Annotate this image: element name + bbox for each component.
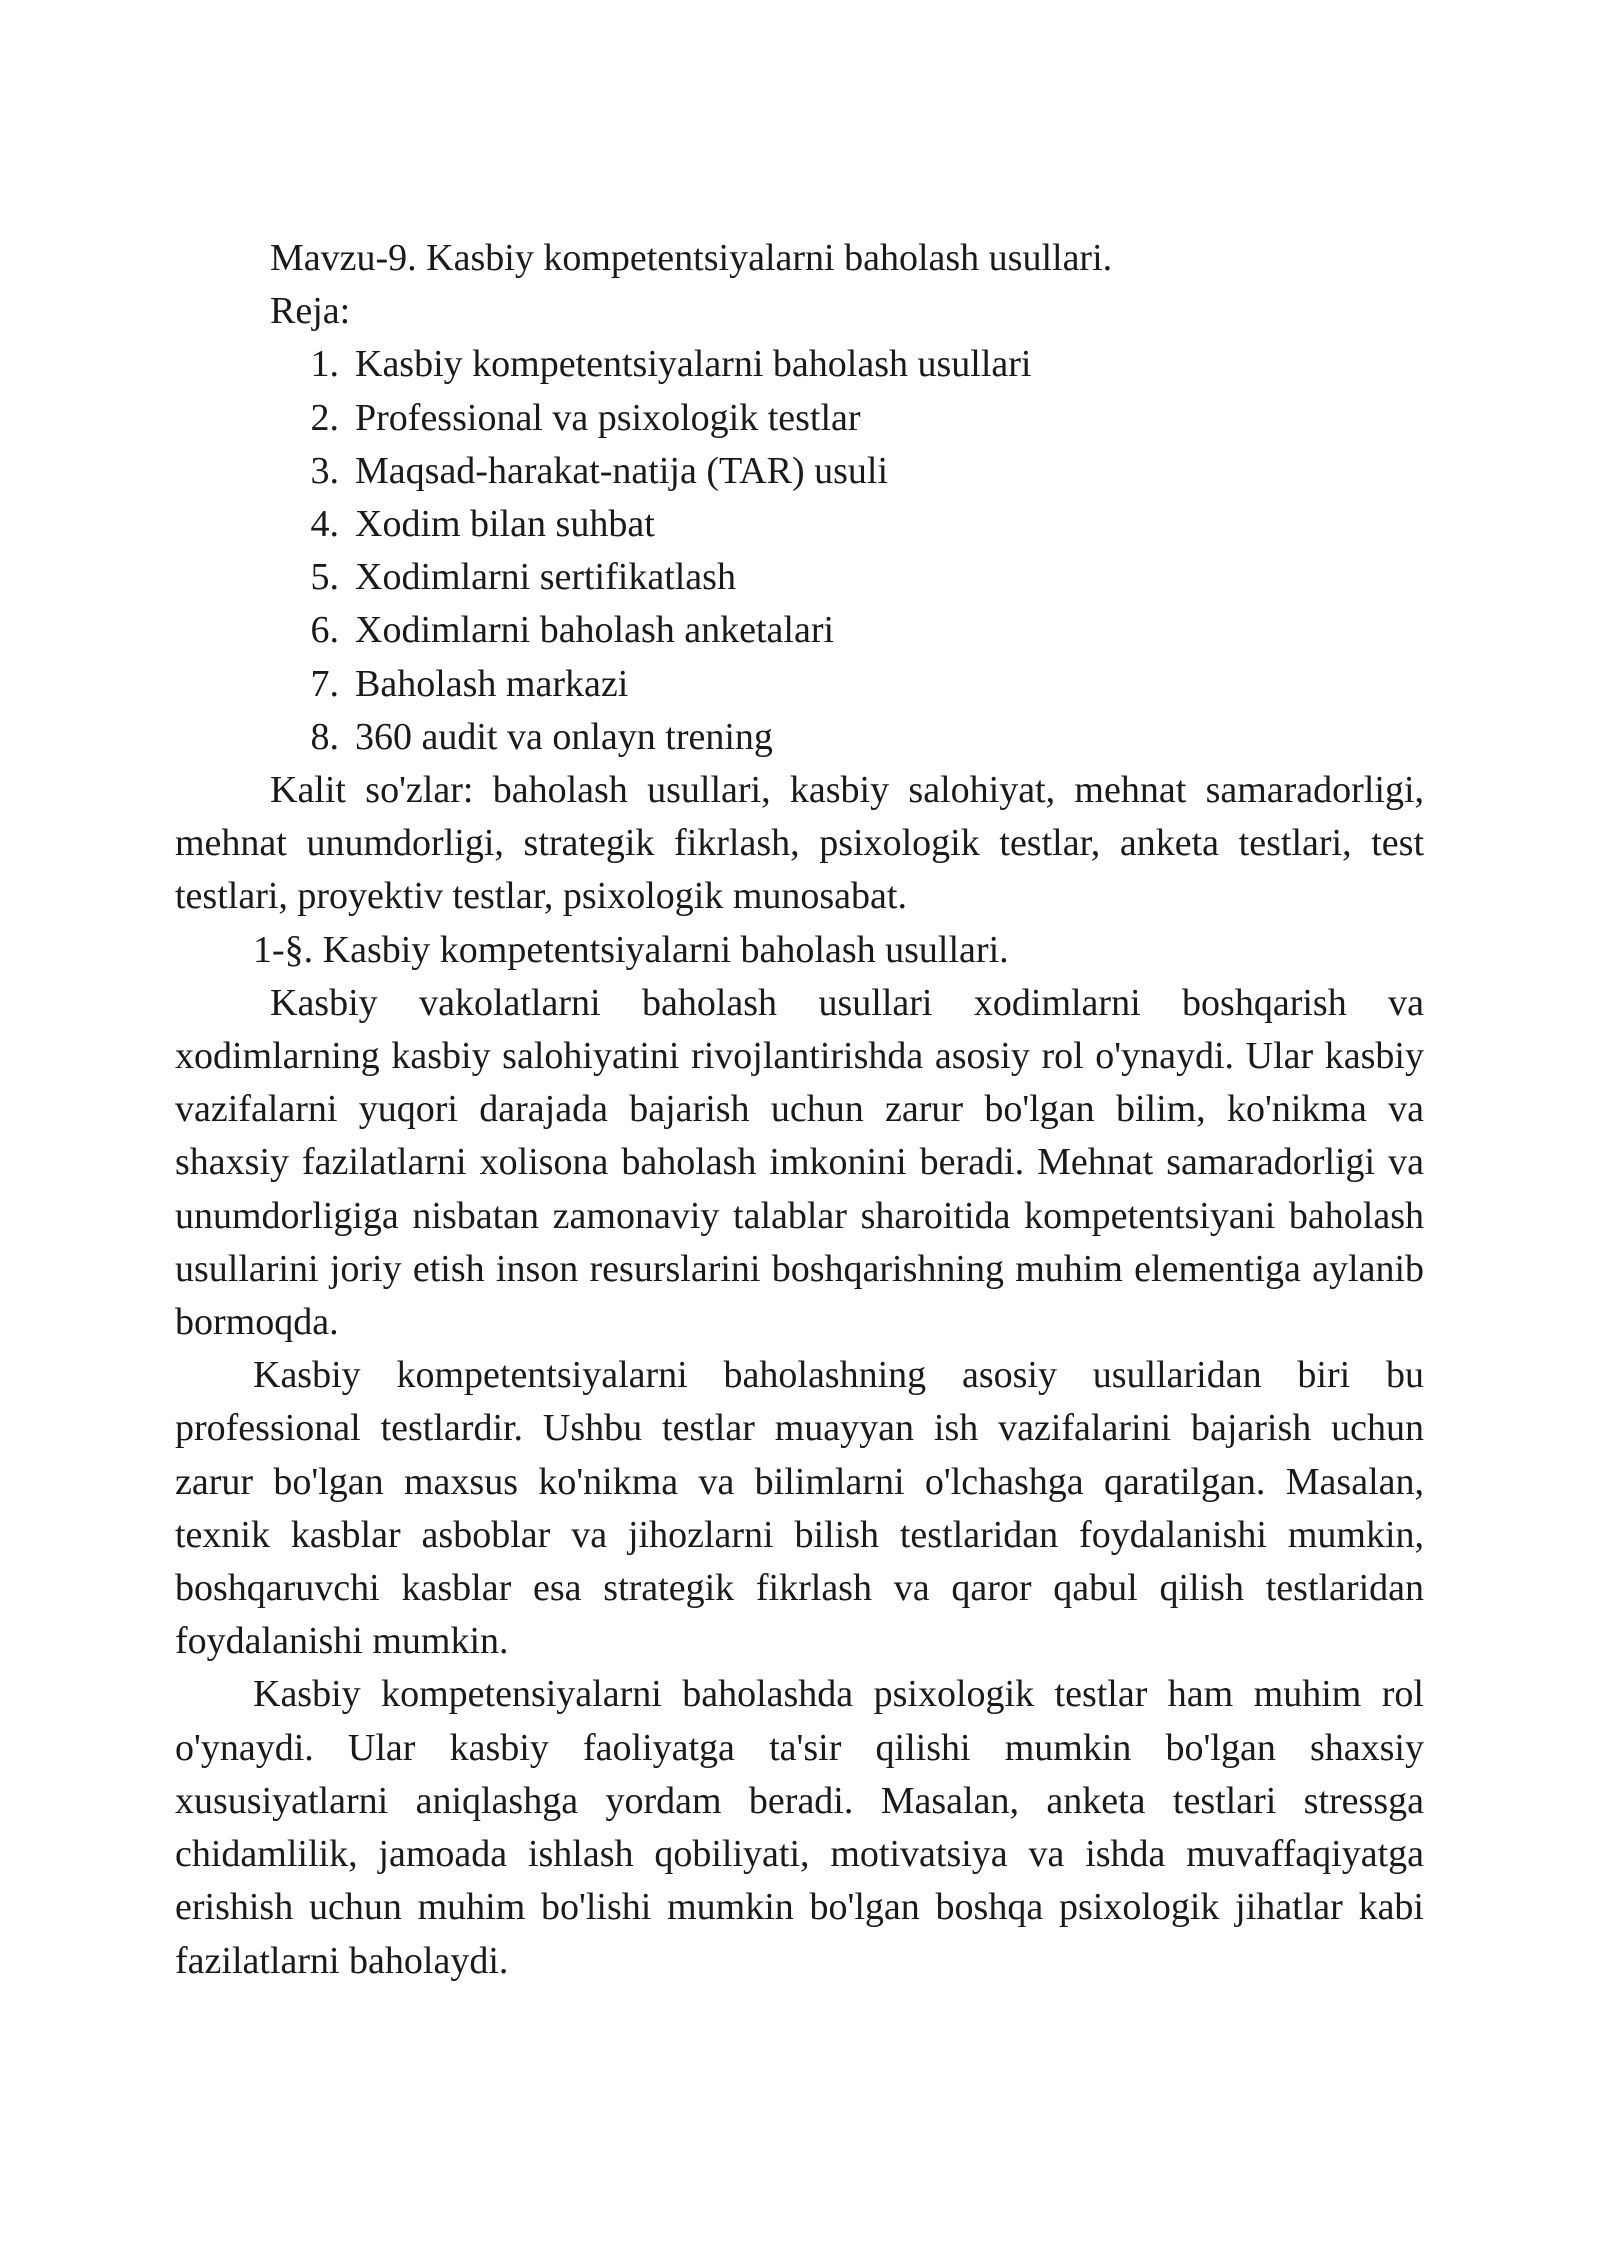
plan-item-text: Xodimlarni baholash anketalari (355, 609, 835, 652)
body-paragraph: Kasbiy kompetentsiyalarni baholashning asosiy usullaridan biri bu professional testlardir. Ushbu testlar muayyan ish vazifalarini bajarish uchun zarur bo'lgan maxsus ko'nikma va bilimlarni o'lchashga qaratilgan. Masalan, texnik kasblar asboblar va jihozlarni bilish testlaridan foydalanishi mumkin, boshqaruvchi kasblar esa strategik fikrlash va qaror qabul qilish testlaridan foydalanishi mumkin. (175, 1354, 1424, 1663)
plan-item-text: Baholash markazi (355, 662, 629, 705)
plan-item-number: 5. (310, 556, 339, 599)
body-paragraph: Kasbiy vakolatlarni baholash usullari xodimlarni boshqarish va xodimlarning kasbiy salohiyatini rivojlantirishda asosiy rol o'ynaydi. Ular kasbiy vazifalarni yuqori darajada bajarish uchun zarur bo'lgan bilim, ko'nikma va shaxsiy fazilatlarni xolisona baholash imkonini beradi. Mehnat samaradorligi va unumdorligiga nisbatan zamonaviy talablar sharoitida kompetentsiyani baholash usullarini joriy etish inson resurslarini boshqarishning muhim elementiga aylanib bormoqda. (175, 981, 1424, 1344)
plan-item-text: Maqsad-harakat-natija (TAR) usuli (355, 449, 889, 492)
plan-item (175, 711, 1424, 764)
plan-label: Reja: (270, 290, 351, 333)
plan-item (175, 551, 1424, 604)
plan-item (175, 392, 1424, 445)
plan-item-text: Professional va psixologik testlar (355, 396, 861, 439)
body-paragraph: Kasbiy kompetensiyalarni baholashda psixologik testlar ham muhim rol o'ynaydi. Ular kasbiy faoliyatga ta'sir qilishi mumkin bo'lgan shaxsiy xususiyatlarni aniqlashga yordam beradi. Masalan, anketa testlari stressga chidamlilik, jamoada ishlash qobiliyati, motivatsiya va ishda muvaffaqiyatga erishish uchun muhim bo'lishi mumkin bo'lgan boshqa psixologik jihatlar kabi fazilatlarni baholaydi. (175, 1673, 1424, 1982)
plan-list (175, 338, 1424, 764)
plan-item-text: Xodimlarni sertifikatlash (355, 556, 736, 599)
plan-item-text: 360 audit va onlayn trening (355, 715, 773, 758)
topic-title: Mavzu-9. Kasbiy kompetentsiyalarni baholash usullari. (270, 237, 1113, 279)
plan-item-number: 6. (310, 609, 339, 652)
plan-item-number: 1. (310, 343, 339, 386)
plan-item-number: 2. (310, 396, 339, 439)
plan-item (175, 498, 1424, 551)
document-body (175, 232, 1424, 1988)
plan-item (175, 604, 1424, 657)
plan-item-text: Kasbiy kompetentsiyalarni baholash usullari (355, 343, 1032, 386)
plan-item (175, 445, 1424, 498)
keywords-paragraph: Kalit so'zlar: baholash usullari, kasbiy salohiyat, mehnat samaradorligi, mehnat unumdorligi, strategik fikrlash, psixologik testlar, anketa testlari, test testlari, proyektiv testlar, psixologik munosabat. (175, 769, 1424, 918)
plan-item (175, 338, 1424, 391)
plan-item-number: 7. (310, 662, 339, 705)
plan-item-number: 8. (310, 715, 339, 758)
plan-item-number: 4. (310, 503, 339, 546)
plan-item-text: Xodim bilan suhbat (355, 503, 655, 546)
plan-item (175, 658, 1424, 711)
section-heading: 1-§. Kasbiy kompetentsiyalarni baholash usullari. (253, 928, 1009, 971)
plan-item-number: 3. (310, 449, 339, 492)
